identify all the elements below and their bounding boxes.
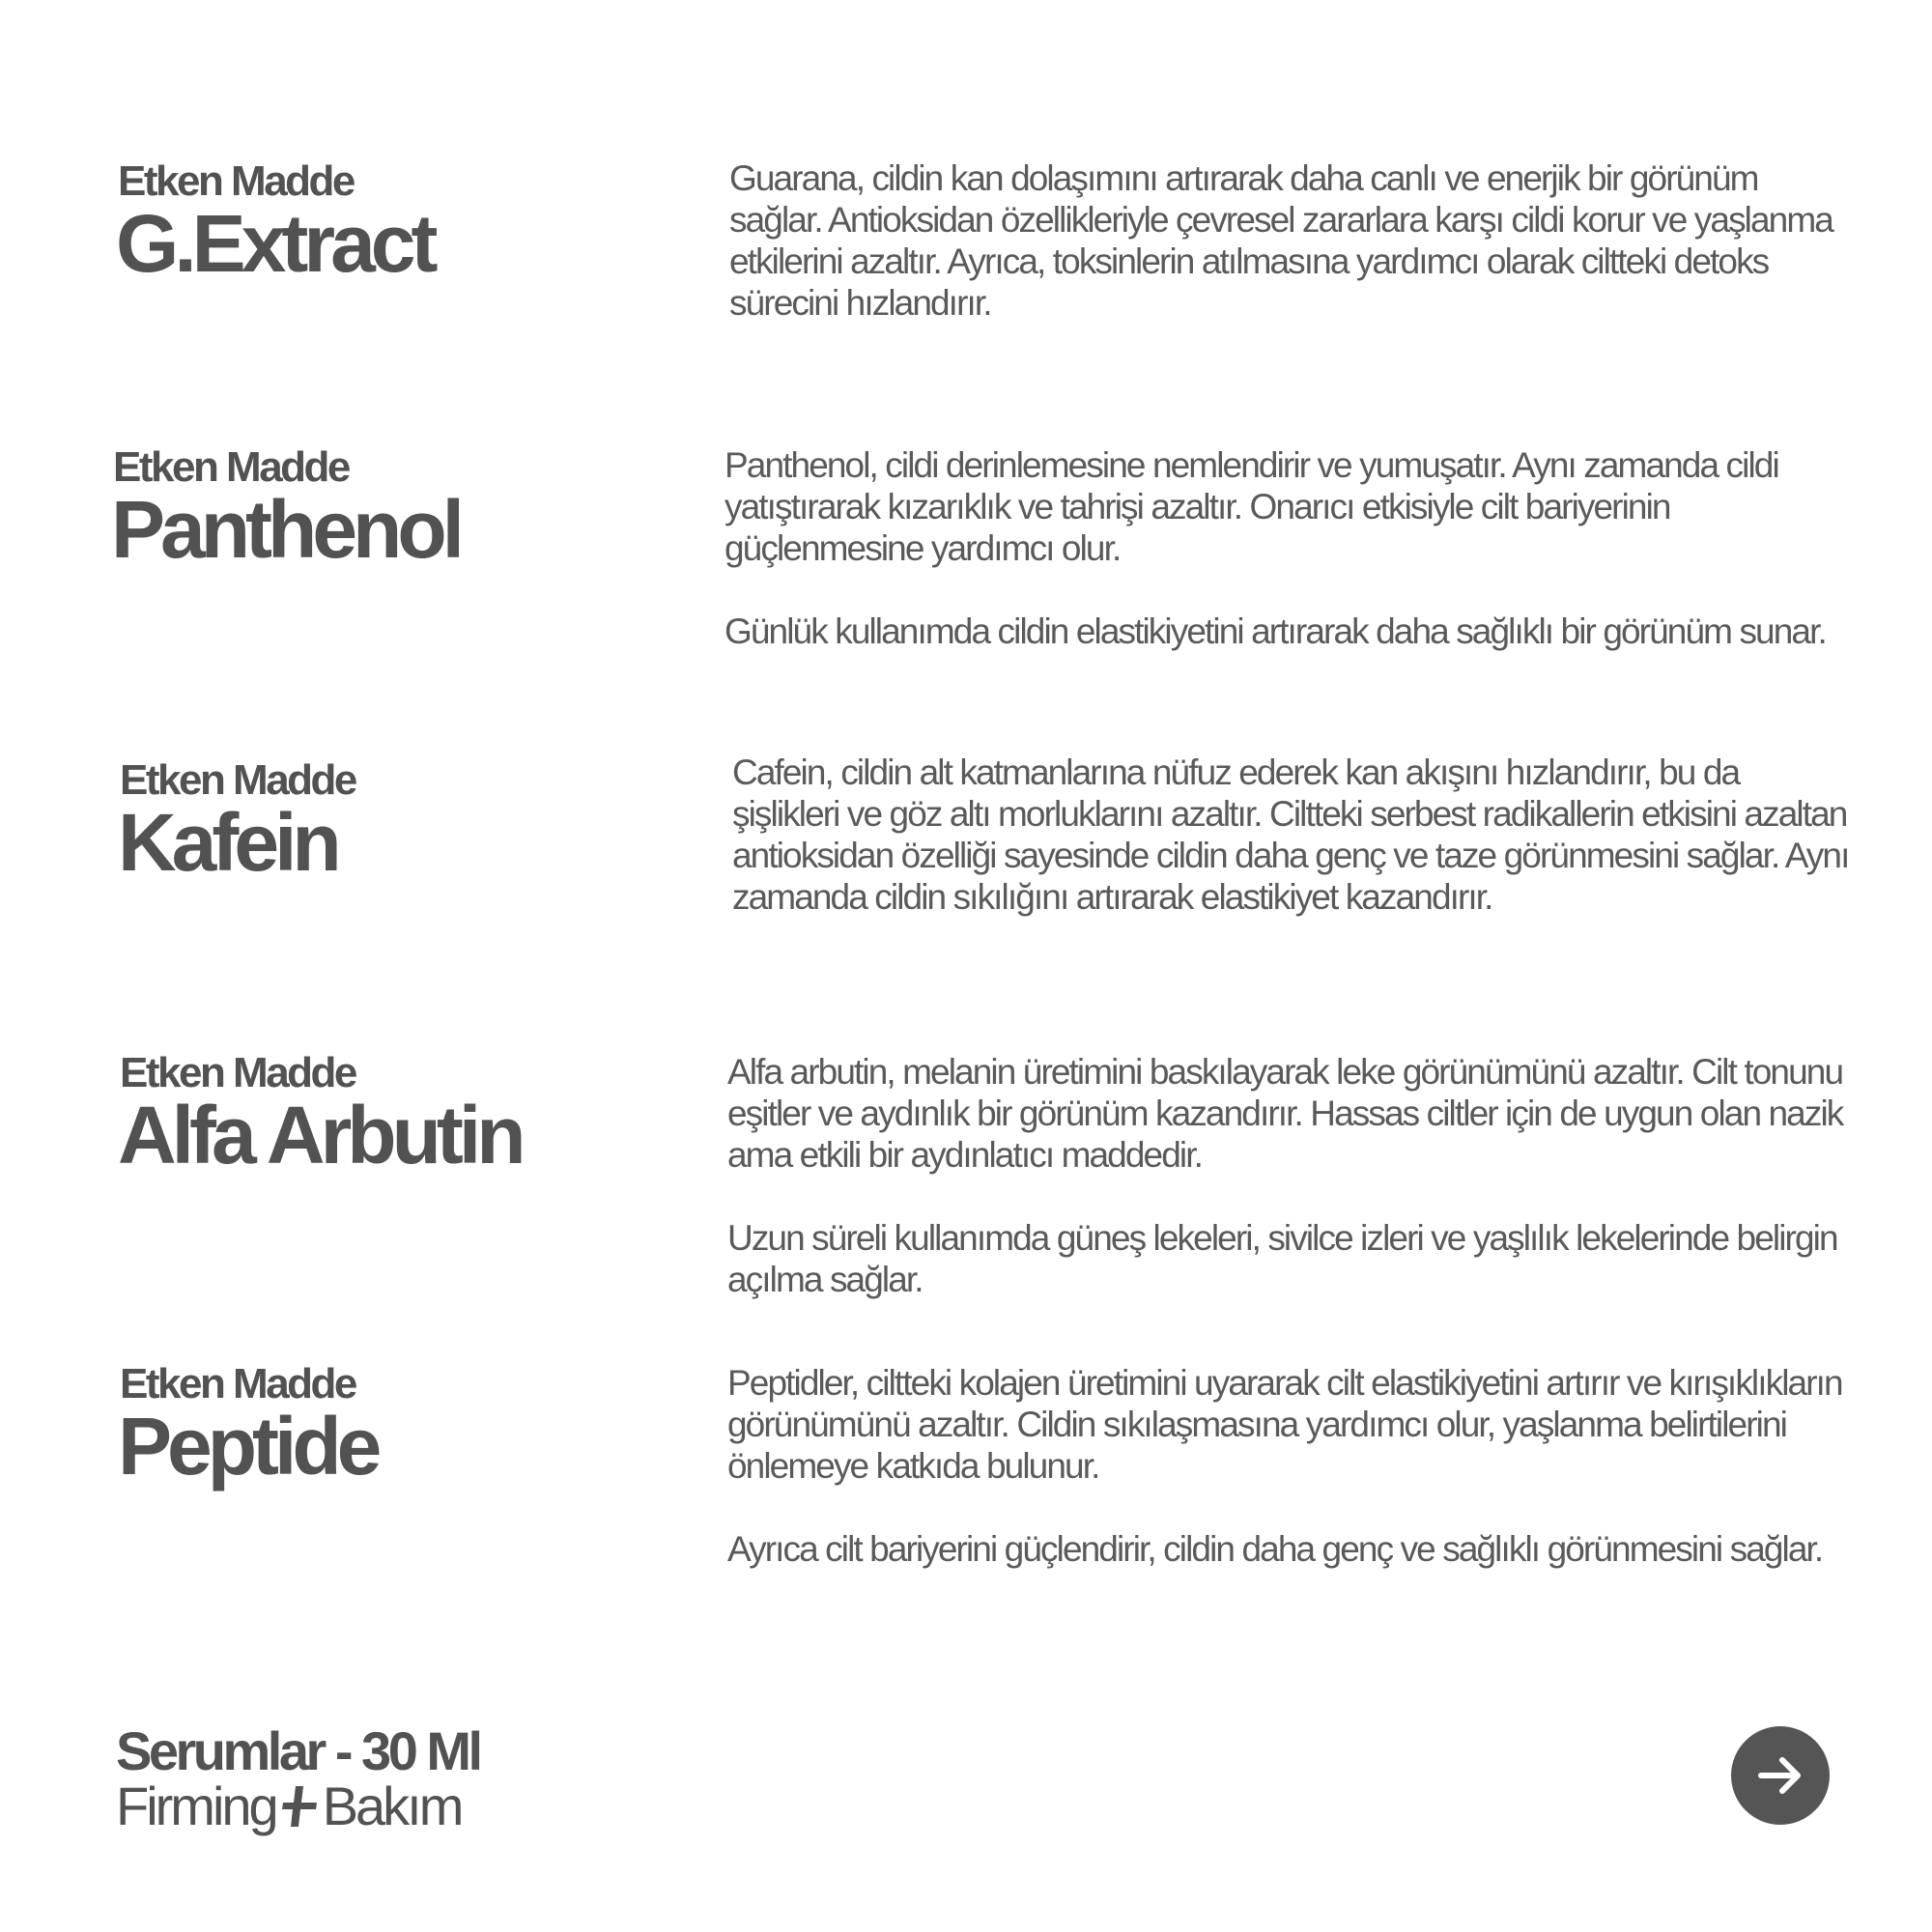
description-paragraph: Alfa arbutin, melanin üretimini baskılayarak leke görünümünü azaltır. Cilt tonunu eşitler ve aydınlık bir görünüm kazandırır. Hassas ciltler için de uygun olan nazik ama etkili bir aydınlatıcı maddedir.	[727, 1052, 1843, 1175]
ingredient-description	[724, 444, 1864, 652]
plus-icon	[280, 1782, 319, 1839]
ingredient-label: Etken Madde	[120, 1360, 355, 1407]
ingredient-name: Kafein	[118, 797, 337, 888]
ingredient-description	[727, 1362, 1848, 1570]
description-paragraph: Panthenol, cildi derinlemesine nemlendirir ve yumuşatır. Aynı zamanda cildi yatıştırarak kızarıklık ve tahrişi azaltır. Onarıcı etkisiyle cilt bariyerinin güçlenmesine yardımcı olur.	[724, 445, 1778, 568]
ingredient-description	[727, 1051, 1848, 1300]
ingredient-name: Panthenol	[111, 484, 461, 575]
footer-subtitle	[116, 1776, 462, 1839]
description-paragraph: Uzun süreli kullanımda güneş lekeleri, sivilce izleri ve yaşlılık lekelerinde belirgin açılma sağlar.	[727, 1218, 1837, 1299]
footer-subtitle-left: Firming	[116, 1776, 276, 1836]
next-button[interactable]	[1731, 1726, 1830, 1825]
description-paragraph: Peptidler, ciltteki kolajen üretimini uyararak cilt elastikiyetini artırır ve kırışıklıkların görünümünü azaltır. Cildin sıkılaşmasına yardımcı olur, yaşlanma belirtilerini önlemeye katkıda bulunur.	[727, 1363, 1842, 1486]
ingredient-label: Etken Madde	[118, 157, 354, 205]
ingredient-label: Etken Madde	[113, 443, 349, 491]
description-paragraph: Günlük kullanımda cildin elastikiyetini artırarak daha sağlıklı bir görünüm sunar.	[724, 611, 1826, 651]
footer-title: Serumlar - 30 Ml	[116, 1720, 480, 1781]
ingredient-name: G.Extract	[116, 198, 434, 289]
ingredient-label: Etken Madde	[120, 756, 355, 804]
ingredient-description	[732, 752, 1853, 918]
description-paragraph: Ayrıca cilt bariyerini güçlendirir, cildin daha genç ve sağlıklı görünmesini sağlar.	[727, 1529, 1823, 1569]
ingredient-description	[729, 157, 1850, 324]
ingredient-name: Peptide	[118, 1401, 378, 1492]
arrow-right-icon	[1753, 1748, 1807, 1803]
ingredient-label: Etken Madde	[120, 1049, 355, 1096]
ingredient-name: Alfa Arbutin	[118, 1090, 522, 1180]
description-paragraph: Cafein, cildin alt katmanlarına nüfuz ederek kan akışını hızlandırır, bu da şişlikleri ve göz altı morluklarını azaltır. Ciltteki serbest radikallerin etkisini azaltan antioksidan özelliği sayesinde cildin daha genç ve taze görünmesini sağlar. Aynı zamanda cildin sıkılığını artırarak elastikiyet kazandırır.	[732, 753, 1849, 917]
description-paragraph: Guarana, cildin kan dolaşımını artırarak daha canlı ve enerjik bir görünüm sağlar. Antioksidan özellikleriyle çevresel zararlara karşı cildi korur ve yaşlanma etkilerini azaltır. Ayrıca, toksinlerin atılmasına yardımcı olarak ciltteki detoks sürecini hızlandırır.	[729, 158, 1833, 323]
footer-subtitle-right: Bakım	[322, 1776, 462, 1836]
